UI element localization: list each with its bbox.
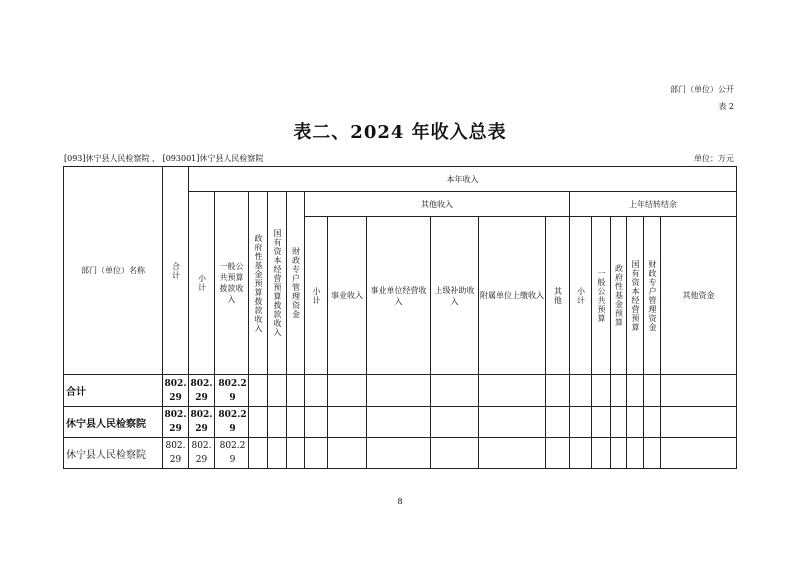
header-affiliated-income: 附属单位上缴收入: [480, 291, 544, 300]
header-business-income: 事业收入: [331, 291, 363, 300]
row-unit-name: 休宁县人民检察院: [66, 449, 146, 461]
header-special-fund: 财政专户管理资金: [291, 247, 301, 319]
header-subsidy-income: 上级补助收入: [434, 285, 475, 306]
row-dept-general-budget: 802.29: [218, 410, 247, 434]
row-unit-general-budget: 802.29: [219, 441, 246, 465]
table-border-bottom: [63, 468, 737, 469]
header-other-subtotal: 小计: [312, 286, 321, 305]
row-dept-total: 802.29: [164, 410, 187, 434]
row-dept-subtotal: 802.29: [190, 410, 213, 434]
header-general-budget: 一般公共预算拨款收入: [219, 262, 244, 304]
header-subtotal: 小计: [197, 274, 207, 292]
header-total: 合计: [171, 261, 181, 280]
unit-path: [093]休宁县人民检察院 ， [093001]休宁县人民检察院: [64, 154, 264, 163]
header-co-special-fund: 财政专户管理资金: [648, 259, 657, 332]
header-gov-fund: 政府性基金预算拨款收入: [254, 233, 263, 333]
table-border-right: [736, 166, 737, 469]
row-unit-subtotal: 802.29: [191, 441, 212, 465]
header-operating-income: 事业单位经营收入: [370, 285, 427, 306]
row-total-name: 合计: [66, 387, 86, 398]
unit-label: 单位：万元: [694, 154, 734, 163]
header-co-state-capital: 国有资本经营预算: [631, 259, 640, 332]
header-carryover: 上年结转结余: [629, 199, 677, 209]
header-other-income: 其他收入: [421, 199, 453, 209]
row-dept-name: 休宁县人民检察院: [66, 418, 146, 430]
page-number: 8: [397, 497, 403, 506]
disclosure-label: 部门（单位）公开: [670, 85, 734, 94]
header-state-capital: 国有资本经营预算拨款收入: [273, 229, 282, 337]
row-unit-total: 802.29: [165, 441, 186, 465]
row-total-total: 802.29: [164, 378, 187, 403]
page-title: 表二、2024 年收入总表: [293, 122, 507, 143]
header-dept-name: 部门（单位）名称: [81, 266, 145, 275]
table-number: 表 2: [718, 102, 734, 111]
header-co-general-budget: 一般公共预算: [597, 268, 606, 323]
header-co-subtotal: 小计: [576, 286, 586, 305]
header-co-other-fund: 其他资金: [682, 291, 715, 300]
header-current-year: 本年收入: [446, 174, 479, 184]
row-total-subtotal: 802.29: [190, 378, 213, 403]
grid-line: [214, 191, 215, 469]
row-total-general-budget: 802.29: [218, 378, 247, 403]
header-other: 其他: [553, 286, 563, 305]
header-co-gov-fund: 政府性基金预算: [614, 264, 624, 327]
